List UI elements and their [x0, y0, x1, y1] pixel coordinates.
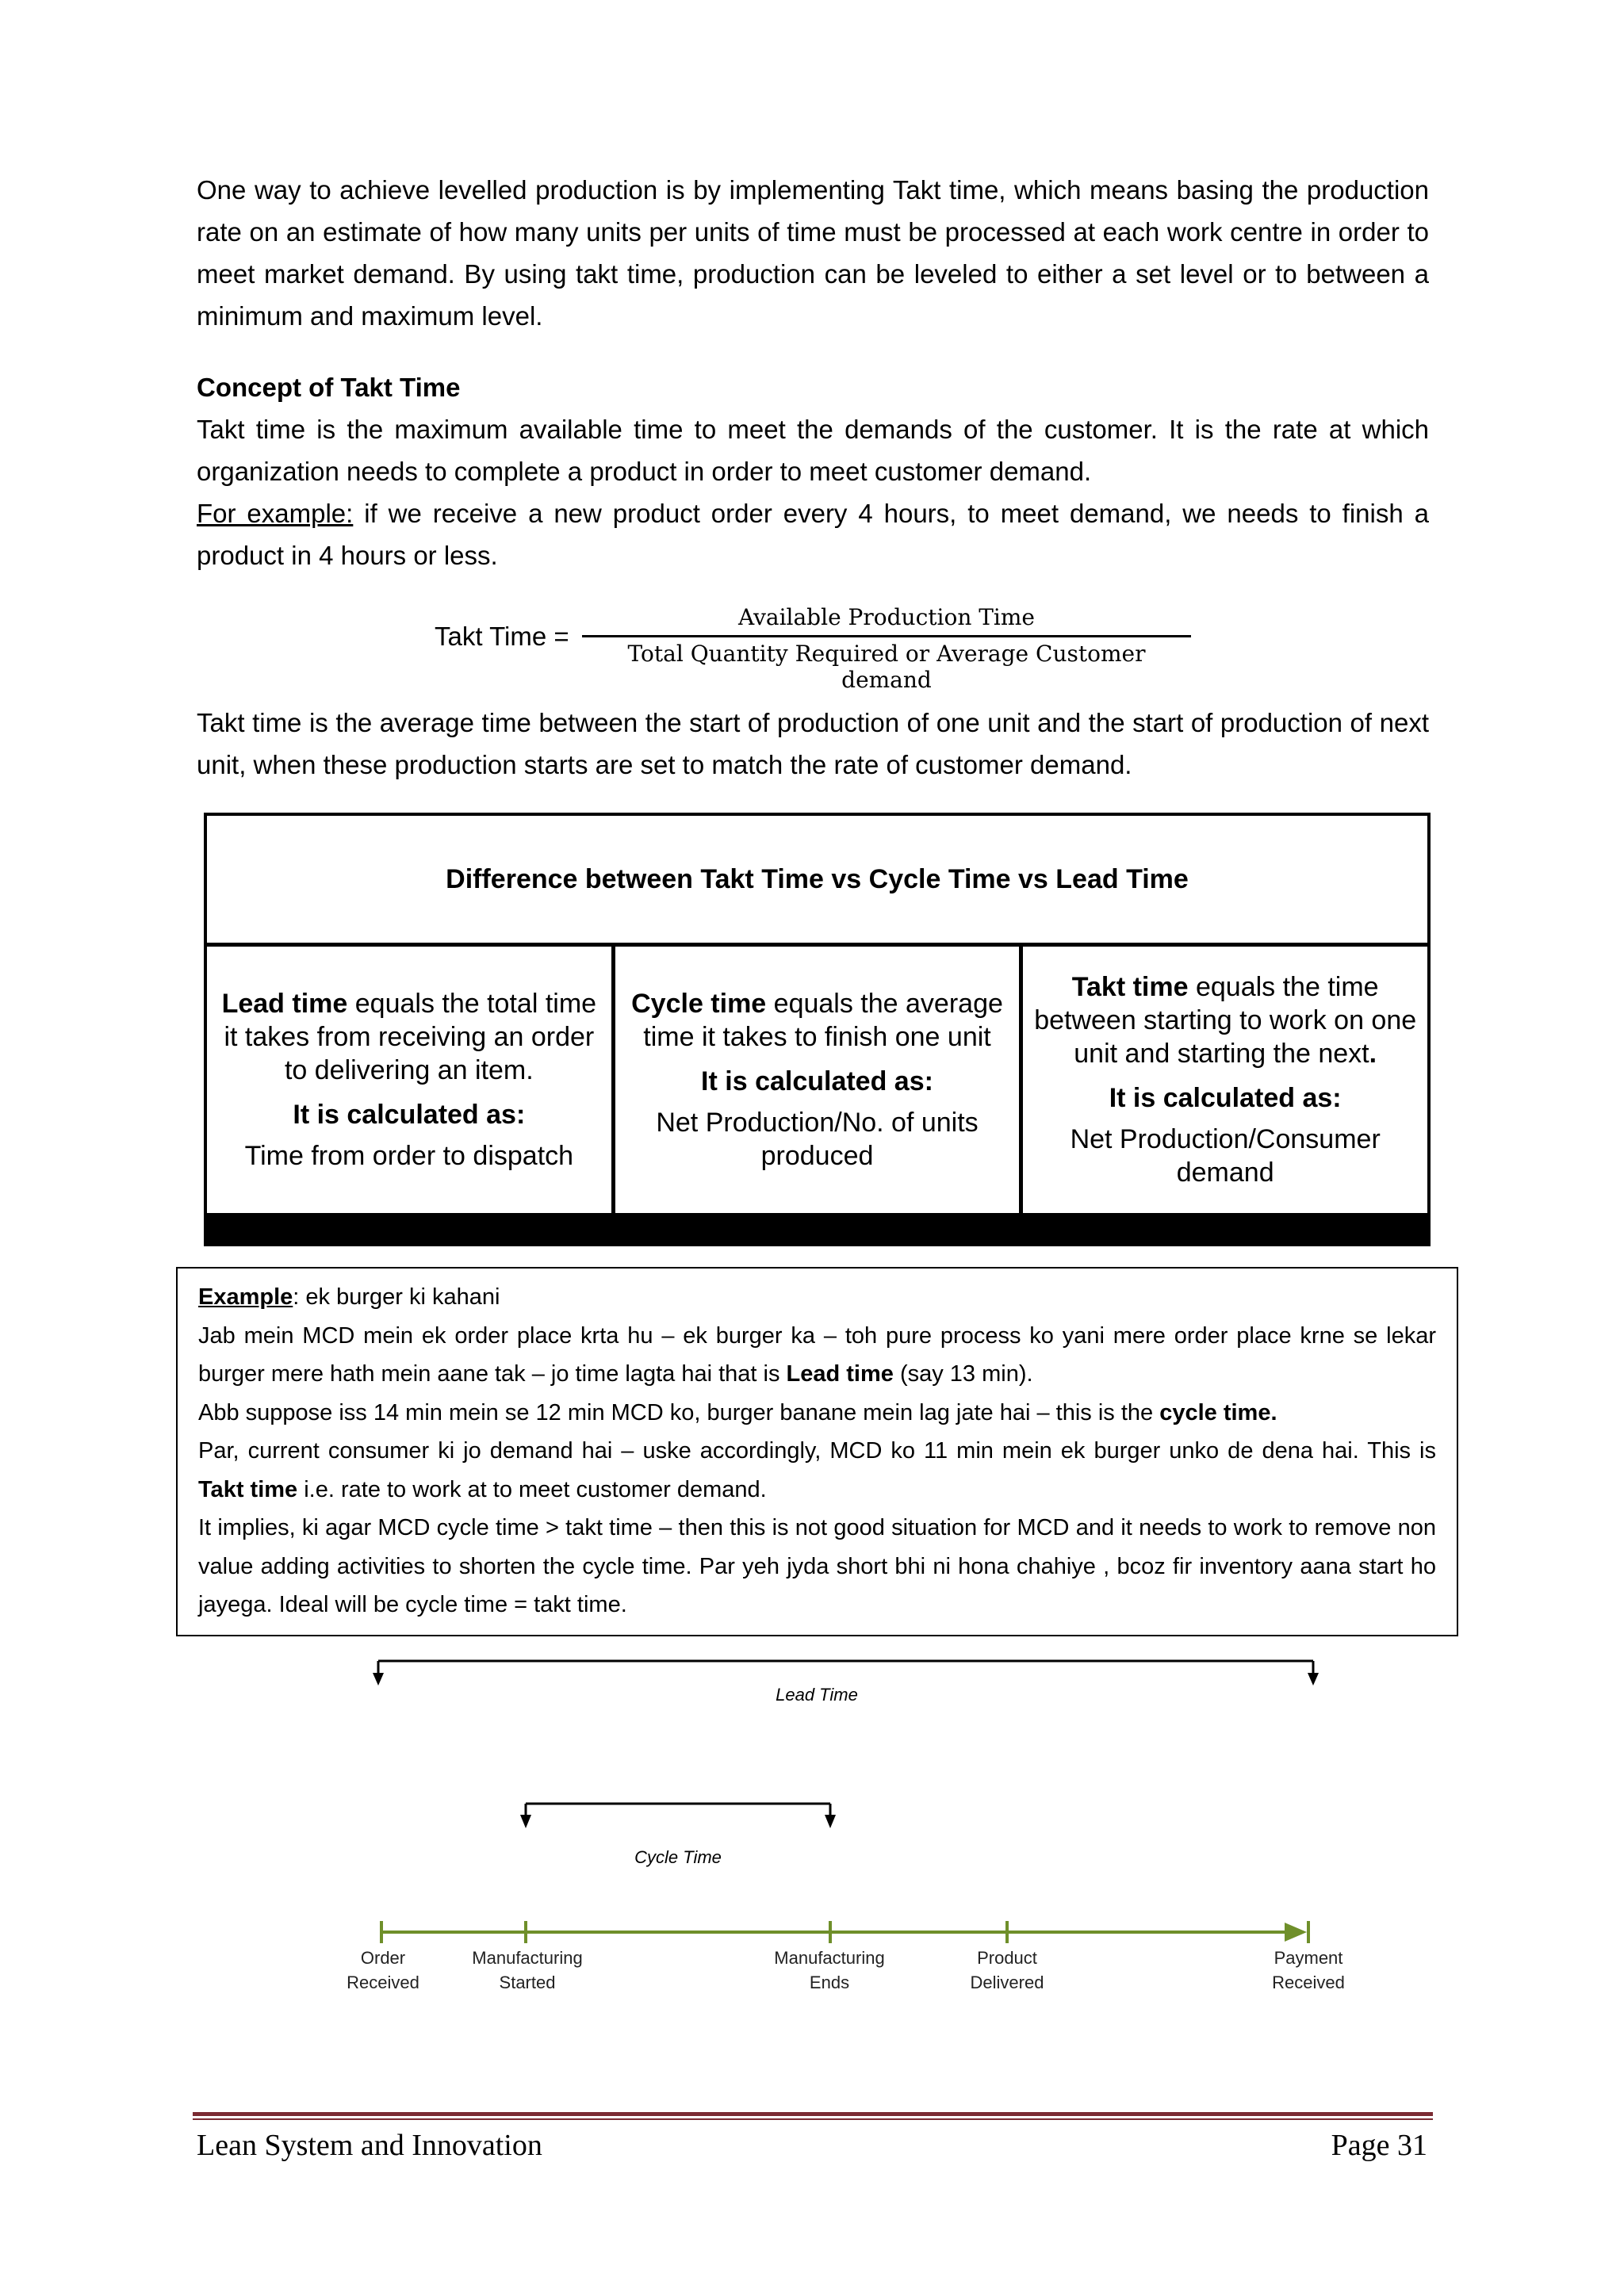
- timeline-labels: [347, 1948, 1345, 1992]
- example-box-implication: It implies, ki agar MCD cycle time > takt time – then this is not good situation for MCD and it needs to work to remove non value adding activities to shorten the cycle time. Par yeh jyda short bhi ni hona chahiye , bcoz fir inventory aana start ho jayega. Ideal will be cycle time = takt time.: [198, 1515, 1436, 1617]
- lead-time-bracket: [373, 1661, 1319, 1686]
- takt-time-definition-text: equals the time between starting to work on one unit and starting the next: [1034, 972, 1417, 1069]
- concept-section: [197, 366, 1429, 576]
- takt-time-column: [1019, 947, 1427, 1213]
- example-text: if we receive a new product order every 4 hours, to meet demand, we needs to finish a product in 4 hours or less.: [197, 499, 1429, 570]
- payment-received-line2: Received: [1272, 1973, 1345, 1992]
- takt-time-definition: [1032, 970, 1418, 1070]
- footer-rule-thin: [193, 2118, 1433, 2120]
- lead-time-label: Lead Time: [776, 1685, 858, 1705]
- footer-title: Lean System and Innovation: [197, 2129, 542, 2162]
- order-received-line1: Order: [360, 1948, 406, 1968]
- concept-heading: Concept of Takt Time: [197, 373, 461, 402]
- lead-time-definition: [216, 987, 602, 1087]
- example-p2-bold: cycle time.: [1159, 1399, 1277, 1425]
- manufacturing-started-line2: Started: [499, 1973, 556, 1992]
- concept-example: [197, 492, 1429, 576]
- timeline-diagram: [0, 1649, 1624, 2014]
- intro-text: One way to achieve levelled production is by implementing Takt time, which means basing the production rate on an estimate of how many units per units of time must be processed at each work centre in order to meet market demand. By using takt time, production can be leveled to either a set level or to between a minimum and maximum level.: [197, 175, 1429, 331]
- takt-time-term: Takt time: [1071, 972, 1189, 1002]
- intro-paragraph: [197, 169, 1429, 337]
- example-p3-end: i.e. rate to work at to meet customer demand.: [297, 1476, 767, 1502]
- formula-numerator: Available Production Time: [582, 604, 1191, 637]
- concept-text: Takt time is the maximum available time to meet the demands of the customer. It is the rate at which organization needs to complete a product in order to meet customer demand.: [197, 415, 1429, 486]
- order-received-line2: Received: [347, 1973, 419, 1992]
- formula-denominator: Total Quantity Required or Average Customer demand: [627, 641, 1146, 693]
- example-p1-end: (say 13 min).: [893, 1361, 1033, 1387]
- lead-time-term: Lead time: [221, 989, 348, 1019]
- footer-rule-thick: [193, 2112, 1433, 2116]
- comparison-table: [204, 813, 1431, 1246]
- comparison-table-columns: [207, 947, 1427, 1213]
- product-delivered-line2: Delivered: [970, 1973, 1044, 1992]
- lead-time-formula: Time from order to dispatch: [244, 1141, 574, 1171]
- cycle-time-column: [611, 947, 1020, 1213]
- cycle-time-formula: Net Production/No. of units produced: [656, 1108, 979, 1171]
- payment-received-line1: Payment: [1274, 1948, 1343, 1968]
- takt-time-calc-label: It is calculated as:: [1109, 1083, 1342, 1113]
- cycle-time-definition: [625, 987, 1010, 1054]
- cycle-time-definition-text: equals the average time it takes to finish one unit: [643, 989, 1003, 1052]
- cycle-time-calc-label: It is calculated as:: [701, 1066, 933, 1096]
- cycle-time-term: Cycle time: [631, 989, 767, 1019]
- example-label: For example:: [197, 499, 354, 528]
- cycle-time-label: Cycle Time: [634, 1847, 722, 1867]
- example-p1-bold: Lead time: [786, 1361, 894, 1387]
- example-box-takt-time: [198, 1432, 1436, 1509]
- example-p2-text: Abb suppose iss 14 min mein se 12 min MCD ko, burger banane mein lag jate hai – this is the: [198, 1399, 1160, 1425]
- example-p3-bold: Takt time: [198, 1476, 298, 1502]
- example-box-label: Example: [198, 1284, 293, 1310]
- product-delivered-line1: Product: [977, 1948, 1037, 1968]
- process-timeline: [381, 1921, 1308, 1943]
- takt-time-formula: Net Production/Consumer demand: [1070, 1124, 1381, 1188]
- lead-time-definition-text: equals the total time it takes from receiving an order to delivering an item.: [224, 989, 597, 1085]
- lead-time-column: [207, 947, 611, 1213]
- example-p3-text: Par, current consumer ki jo demand hai – uske accordingly, MCD ko 11 min mein ek burger unko de dena hai. This is: [198, 1438, 1436, 1464]
- example-box-lead-time: [198, 1317, 1436, 1394]
- manufacturing-started-line1: Manufacturing: [472, 1948, 583, 1968]
- cycle-time-bracket: [520, 1804, 836, 1828]
- example-box: [176, 1267, 1458, 1636]
- definition-text: Takt time is the average time between the start of production of one unit and the start of production of next unit, when these production starts are set to match the rate of customer demand.: [197, 708, 1429, 779]
- example-p1-text: Jab mein MCD mein ek order place krta hu – ek burger ka – toh pure process ko yani mere order place krne se lekar burger mere hath mein aane tak – jo time lagta hai that is: [198, 1322, 1436, 1387]
- formula-fraction: [582, 604, 1191, 693]
- definition-paragraph: [197, 702, 1429, 786]
- example-box-subtitle: : ek burger ki kahani: [293, 1284, 500, 1310]
- example-box-heading: [198, 1278, 1436, 1317]
- takt-time-definition-period: .: [1369, 1039, 1377, 1069]
- manufacturing-ends-line1: Manufacturing: [774, 1948, 885, 1968]
- comparison-table-title: Difference between Takt Time vs Cycle Time vs Lead Time: [207, 816, 1427, 947]
- formula-label: Takt Time =: [435, 622, 569, 651]
- footer-page-number: Page 31: [1331, 2129, 1427, 2162]
- lead-time-calc-label: It is calculated as:: [293, 1100, 526, 1130]
- table-bottom-bar: [207, 1213, 1427, 1243]
- example-box-cycle-time: [198, 1394, 1436, 1433]
- manufacturing-ends-line2: Ends: [809, 1973, 850, 1992]
